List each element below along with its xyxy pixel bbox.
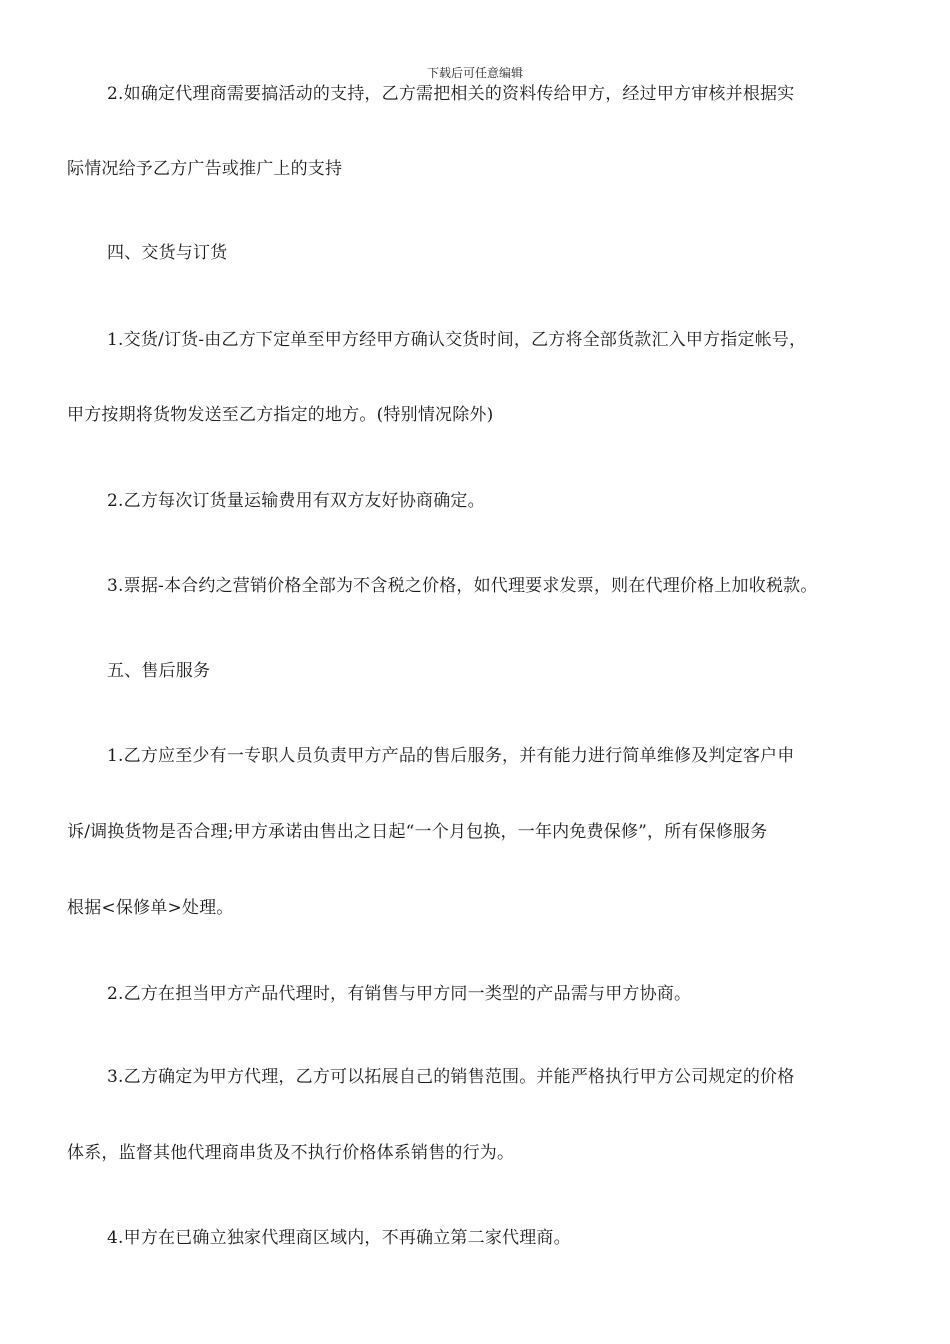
header-note: 下载后可任意编辑 bbox=[426, 66, 523, 80]
paragraph-line: 根据<保修单>处理。 bbox=[67, 898, 234, 918]
paragraph-line: 诉/调换货物是否合理;甲方承诺由售出之日起“一个月包换，一年内免费保修”，所有保修服务 bbox=[67, 822, 768, 842]
paragraph-line: 2.乙方在担当甲方产品代理时，有销售与甲方同一类型的产品需与甲方协商。 bbox=[107, 984, 692, 1004]
paragraph-line: 际情况给予乙方广告或推广上的支持 bbox=[67, 159, 343, 179]
paragraph-line: 体系，监督其他代理商串货及不执行价格体系销售的行为。 bbox=[67, 1143, 515, 1163]
section-heading: 五、售后服务 bbox=[107, 661, 211, 681]
paragraph-line: 1.交货/订货-由乙方下定单至甲方经甲方确认交货时间，乙方将全部货款汇入甲方指定帐号， bbox=[107, 330, 807, 350]
section-heading: 四、交货与订货 bbox=[107, 243, 228, 263]
paragraph-line: 3.票据-本合约之营销价格全部为不含税之价格，如代理要求发票，则在代理价格上加收税款。 bbox=[107, 576, 818, 596]
paragraph-line: 甲方按期将货物发送至乙方指定的地方。(特别情况除外) bbox=[67, 405, 494, 425]
paragraph-line: 2.乙方每次订货量运输费用有双方友好协商确定。 bbox=[107, 491, 485, 511]
paragraph-line: 2.如确定代理商需要搞活动的支持，乙方需把相关的资料传给甲方，经过甲方审核并根据实 bbox=[107, 84, 795, 104]
paragraph-line: 4.甲方在已确立独家代理商区域内，不再确立第二家代理商。 bbox=[107, 1228, 571, 1248]
paragraph-line: 1.乙方应至少有一专职人员负责甲方产品的售后服务，并有能力进行简单维修及判定客户申 bbox=[107, 746, 795, 766]
paragraph-line: 3.乙方确定为甲方代理，乙方可以拓展自己的销售范围。并能严格执行甲方公司规定的价格 bbox=[107, 1067, 795, 1087]
